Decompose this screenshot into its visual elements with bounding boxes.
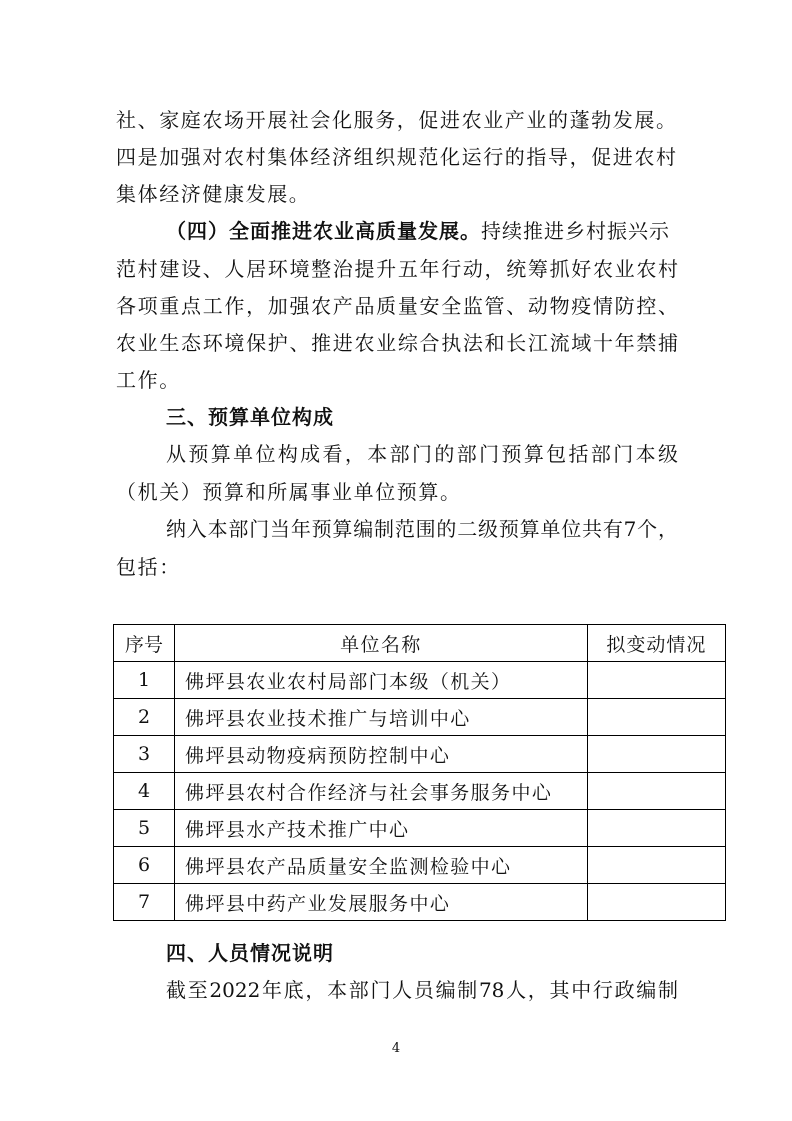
paragraph-line: 纳入本部门当年预算编制范围的二级预算单位共有7个， xyxy=(166,517,678,541)
paragraph-line: 截至2022年底，本部门人员编制78人，其中行政编制 xyxy=(166,978,678,1002)
cell-name: 佛坪县中药产业发展服务中心 xyxy=(175,884,588,921)
paragraph-line: 包括： xyxy=(116,555,181,579)
cell-name: 佛坪县水产技术推广中心 xyxy=(175,810,588,847)
table-row xyxy=(114,662,726,699)
cell-no: 4 xyxy=(114,773,175,810)
budget-units-table xyxy=(113,624,726,921)
paragraph-line: 农业生态环境保护、推进农业综合执法和长江流域十年禁捕 xyxy=(116,331,678,355)
section-subheading: （四）全面推进农业高质量发展。 xyxy=(166,219,481,243)
paragraph-line: 各项重点工作，加强农产品质量安全监管、动物疫情防控、 xyxy=(116,294,678,318)
cell-change xyxy=(587,847,725,884)
table-row xyxy=(114,884,726,921)
cell-change xyxy=(587,736,725,773)
cell-change xyxy=(587,662,725,699)
cell-change xyxy=(587,884,725,921)
section-heading: 四、人员情况说明 xyxy=(166,941,334,965)
paragraph-line: 社、家庭农场开展社会化服务，促进农业产业的蓬勃发展。 xyxy=(116,108,676,132)
table-row xyxy=(114,810,726,847)
paragraph-line: 四是加强对农村集体经济组织规范化运行的指导，促进农村 xyxy=(116,145,676,169)
paragraph-line: 从预算单位构成看，本部门的部门预算包括部门本级 xyxy=(166,442,678,466)
paragraph-line xyxy=(166,217,678,245)
paragraph-text: 持续推进乡村振兴示 xyxy=(481,219,670,243)
paragraph-line: 范村建设、人居环境整治提升五年行动，统筹抓好农业农村 xyxy=(116,257,678,281)
table-row xyxy=(114,773,726,810)
column-header-change: 拟变动情况 xyxy=(587,625,725,662)
cell-no: 2 xyxy=(114,699,175,736)
paragraph-line: 工作。 xyxy=(116,368,181,392)
page-number: 4 xyxy=(391,1041,401,1056)
cell-name: 佛坪县动物疫病预防控制中心 xyxy=(175,736,588,773)
table-row xyxy=(114,736,726,773)
cell-name: 佛坪县农产品质量安全监测检验中心 xyxy=(175,847,588,884)
column-header-name: 单位名称 xyxy=(175,625,588,662)
cell-name: 佛坪县农业农村局部门本级（机关） xyxy=(175,662,588,699)
table-header-row xyxy=(114,625,726,662)
cell-change xyxy=(587,699,725,736)
section-heading: 三、预算单位构成 xyxy=(166,405,334,429)
cell-change xyxy=(587,773,725,810)
cell-no: 7 xyxy=(114,884,175,921)
table-row xyxy=(114,699,726,736)
cell-no: 6 xyxy=(114,847,175,884)
cell-name: 佛坪县农村合作经济与社会事务服务中心 xyxy=(175,773,588,810)
cell-no: 1 xyxy=(114,662,175,699)
table-row xyxy=(114,847,726,884)
cell-no: 3 xyxy=(114,736,175,773)
cell-change xyxy=(587,810,725,847)
column-header-no: 序号 xyxy=(114,625,175,662)
paragraph-line: 集体经济健康发展。 xyxy=(116,182,311,206)
cell-name: 佛坪县农业技术推广与培训中心 xyxy=(175,699,588,736)
paragraph-line: （机关）预算和所属事业单位预算。 xyxy=(116,480,462,504)
cell-no: 5 xyxy=(114,810,175,847)
